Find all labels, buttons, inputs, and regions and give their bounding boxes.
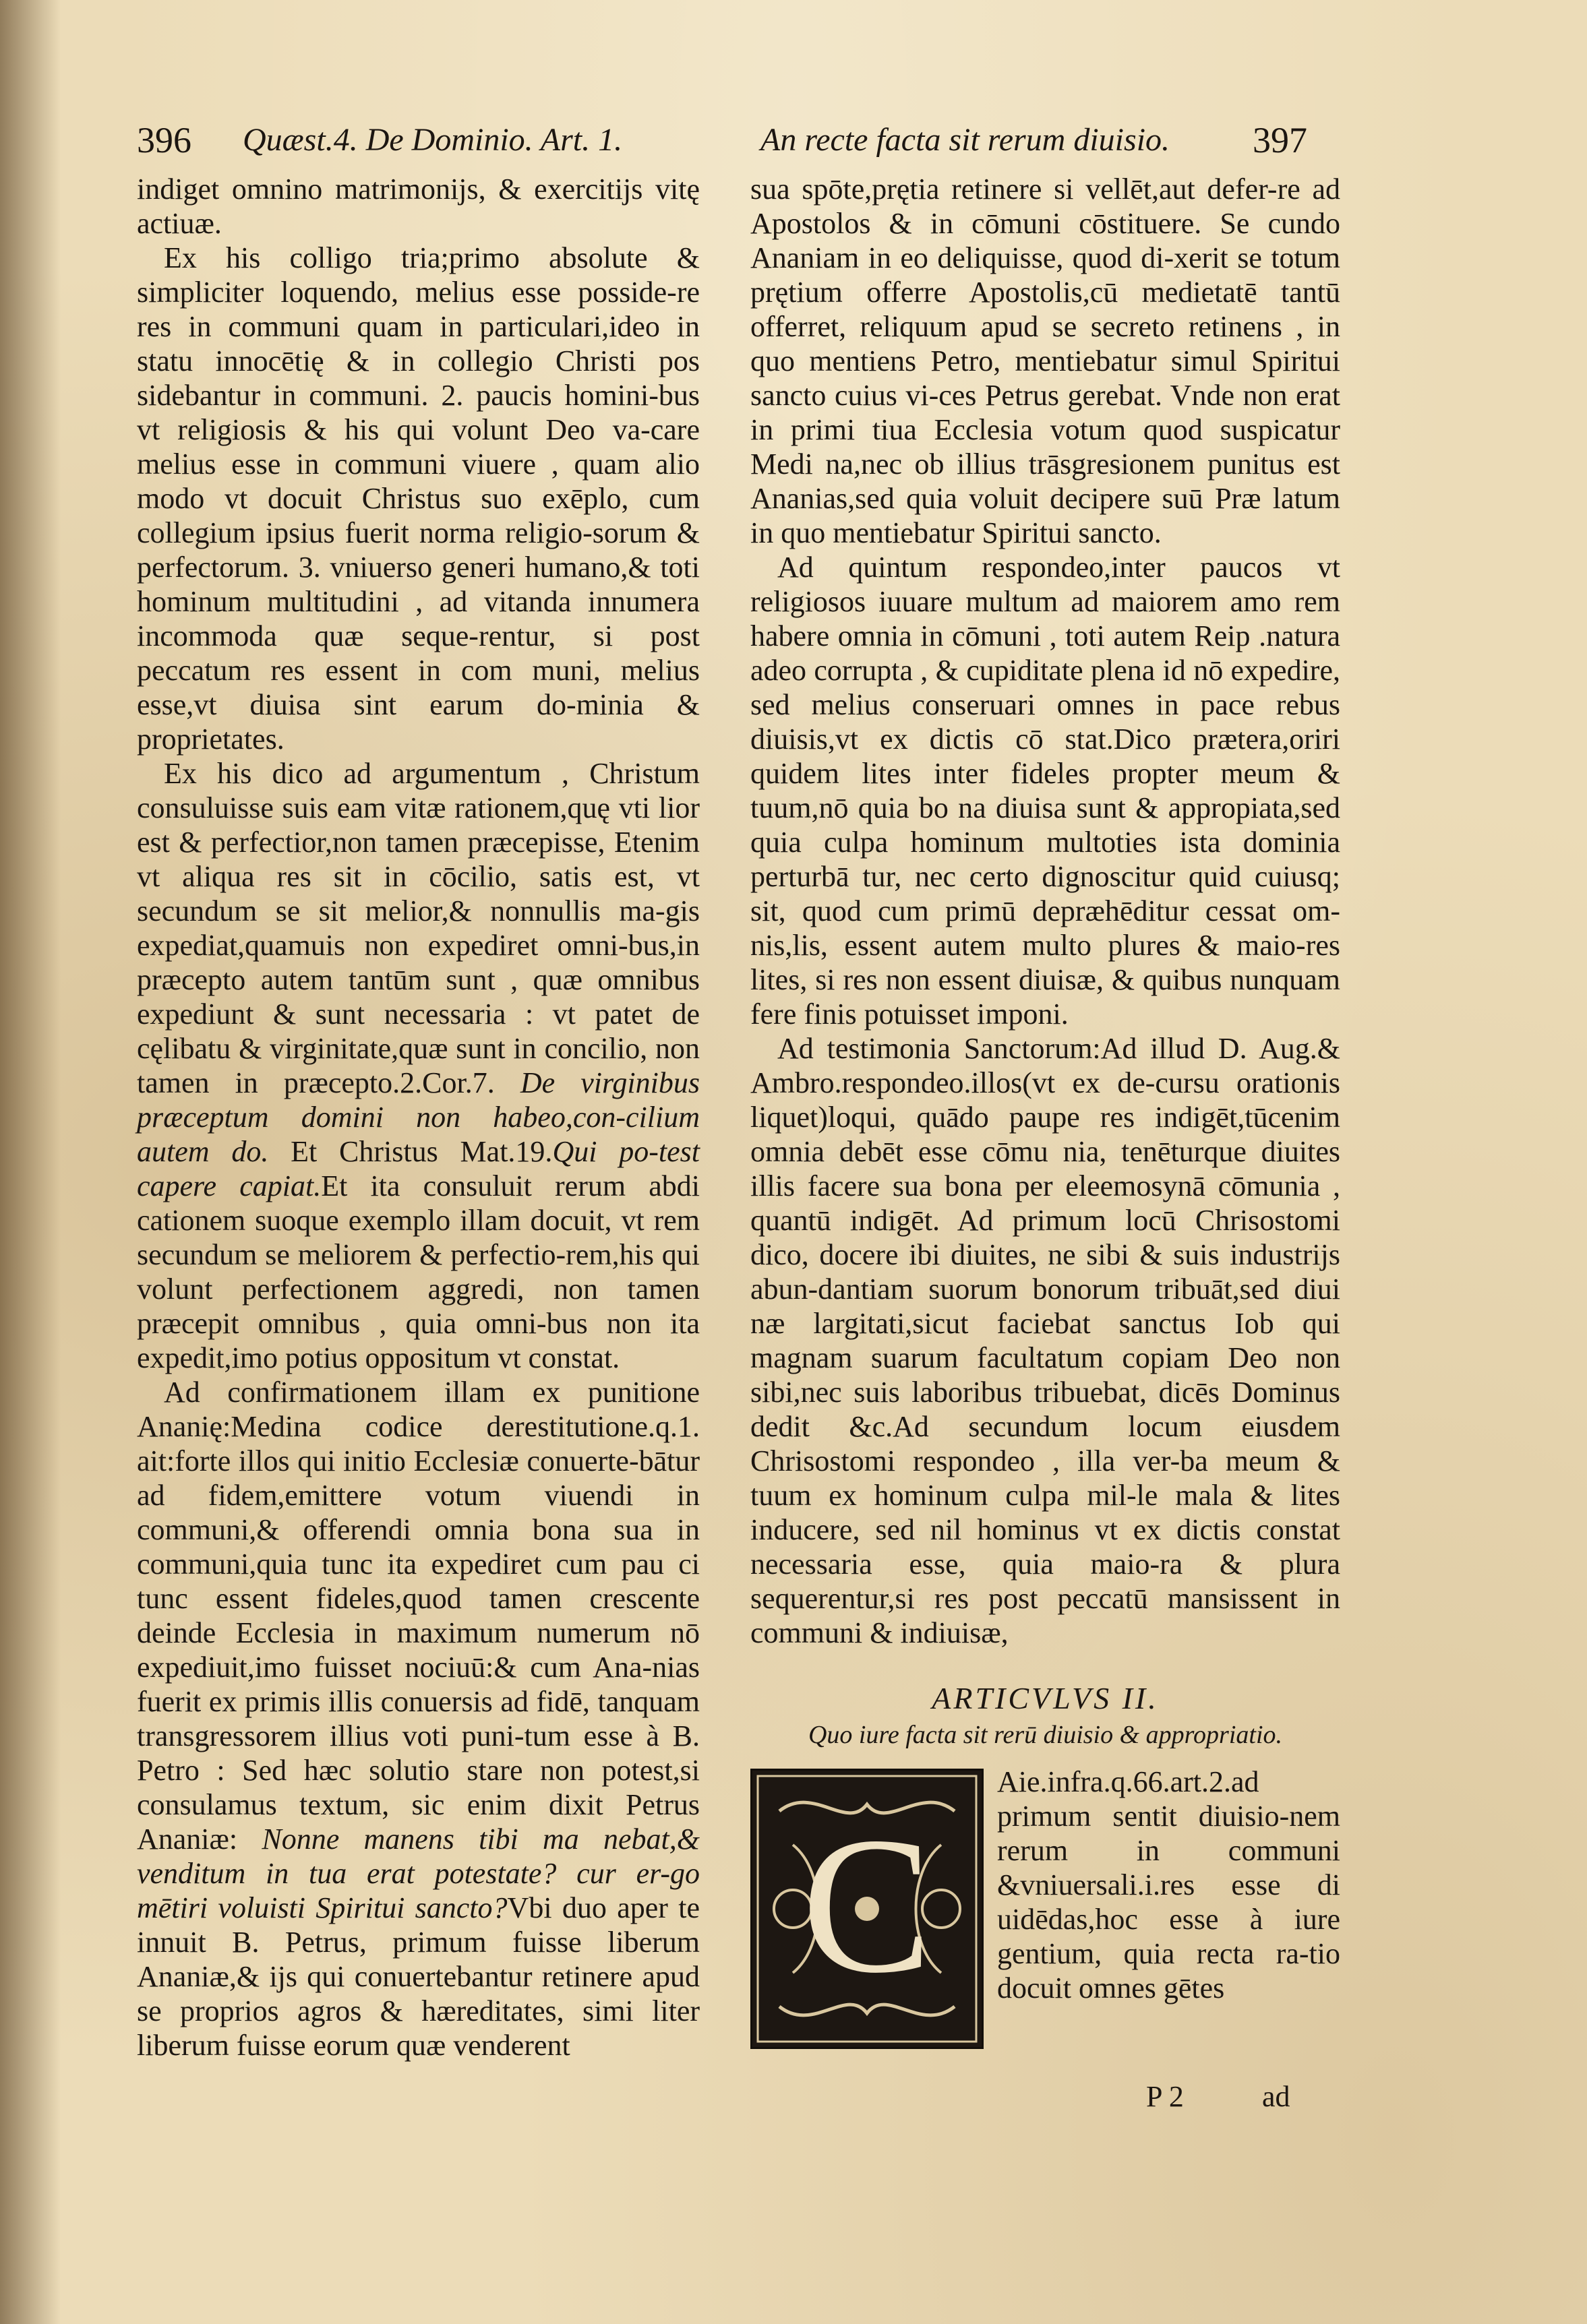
running-header	[0, 113, 1587, 167]
right-page-number: 397	[1253, 120, 1307, 160]
article-subtitle: Quo iure facta sit rerū diuisio & appropriatio.	[808, 1721, 1283, 1749]
scripture-quote: De virginibus præceptum domini non habeo,con-cilium autem do.	[137, 1066, 700, 1168]
book-gutter-shadow	[0, 0, 61, 2324]
signature-mark: P 2	[1146, 2080, 1184, 2113]
paragraph-text: Vbi duo aper te innuit B. Petrus, primum fuisse liberum Ananiæ,& ijs qui conuertebantur retinere apud se proprios agros & hæreditates, simi liter liberum fuisse eorum quæ venderent	[137, 1891, 700, 2062]
scripture-quote: Nonne manens tibi ma nebat,& venditum in tua erat potestate? cur er-go mētiri voluisti Spiritui sancto?	[137, 1823, 700, 1924]
right-running-head: An recte facta sit rerum diuisio.	[760, 122, 1170, 158]
paragraph	[137, 1375, 700, 2062]
paragraph-text: Ex his dico ad argumentum , Christum consuluisse suis eam vitæ rationem,quę vti lior est & perfectior,non tamen præcepisse, Etenim vt aliqua res sit in cōcilio, satis est, vt secundum se sit melior,& nonnullis ma-gis expediat,quamuis non expediret omni-bus,in præcepto autem tantūm sunt , quæ omnibus expediunt & sunt necessaria : vt patet de cęlibatu & virginitate,quæ sunt in concilio, non tamen in præcepto.2.Cor.7.	[137, 757, 700, 1099]
paragraph: indiget omnino matrimonijs, & exercitijs vitę actiuæ.	[137, 173, 700, 240]
initial-letter: C	[802, 1797, 932, 2013]
left-page-number: 396	[137, 120, 191, 160]
paragraph: Ex his colligo tria;primo absolute & simpliciter loquendo, melius esse posside-re res in communi quam in particulari,ideo in statu innocētię & in collegio Christi pos sidebantur in communi. 2. paucis homini-bus vt religiosis & his qui volunt Deo va-care melius esse in communi viuere , quam alio modo vt docuit Christus suo exēplo, cum collegium ipsius fuerit norma religio-sorum & perfectorum. 3. vniuerso generi humano,& toti hominum multitudini , ad vitanda innumera incommoda quæ seque-rentur, si post peccatum res essent in com muni, melius esse,vt diuisa sint earum do-minia & proprietates.	[137, 241, 700, 756]
decorated-initial	[750, 1769, 984, 2049]
paragraph-text: Et Christus Mat.19.	[268, 1135, 553, 1168]
paragraph	[137, 756, 700, 1375]
left-text-column	[137, 172, 700, 2062]
paragraph-text: Ad confirmationem illam ex punitione Ananię:Medina codice derestitutione.q.1. ait:forte illos qui initio Ecclesiæ conuerte-bātur ad fidem,emittere votum viuendi in communi,& offerendi omnia bona sua in communi,quia tunc ita expediret cum pau ci tunc essent fideles,quod tamen crescente deinde Ecclesia in maximum numerum nō expediuit,imo fuisset nociuū:& cum Ana-nias fuerit ex primis illis conuersis ad fidē, tanquam transgressorem illius voti puni-tum esse à B. Petro : Sed hæc solutio stare non potest,si consulamus textum, sic enim dixit Petrus Ananiæ:	[137, 1376, 700, 1856]
paragraph: sua spōte,prętia retinere si vellēt,aut defer-re ad Apostolos & in cōmuni cōstituere. Se cundo Ananiam in eo deliquisse, quod di-xerit se totum prętium offerre Apostolis,cū medietatē tantū offerret, reliquum apud se secreto retinens , in quo mentiens Petro, mentiebatur simul Spiritui sancto cuius vi-ces Petrus gerebat. Vnde non erat in primi tiua Ecclesia votum quod suspicatur Medi na,nec ob illius trāsgresionem punitus est Ananias,sed quia voluit decipere suū Præ latum in quo mentiebatur Spiritui sancto.	[750, 173, 1340, 549]
article-title: ARTICVLVS II.	[932, 1681, 1159, 1715]
paragraph: Ad quintum respondeo,inter paucos vt religiosos iuuare multum ad maiorem amo rem habere omnia in cōmuni , toti autem Reip .natura adeo corrupta , & cupiditate plena id nō expedire, sed melius conseruari omnes in pace rebus diuisis,vt ex dictis cō stat.Dico prætera,oriri quidem lites inter fideles propter meum & tuum,nō quia bo na diuisa sunt & appropiata,sed quia culpa hominum multoties ista dominia perturbā tur, nec certo dignoscitur quid cuiusq; sit, quod cum primū depræhēditur cessat om-nis,lis, essent autem multo plures & maio-res lites, si res non essent diuisæ, & quibus nunquam fere finis potuisset imponi.	[750, 551, 1340, 1031]
paragraph: Ad testimonia Sanctorum:Ad illud D. Aug.& Ambro.respondeo.illos(vt ex de-cursu orationis liquet)loqui, quādo paupe res indigēt,tūcenim omnia debēt esse cōmu nia, tenēturque diuites illis facere sua bona per eleemosynā cōmunia , quantū indigēt. Ad primum locū Chrisostomi dico, docere ibi diuites, ne sibi & suis industrijs abun-dantiam suorum bonorum tribuāt,sed diui næ largitati,sicut faciebat sanctus Iob qui magnam suarum facultatum copiam Deo non sibi,nec suis laboribus tribuebat, dicēs Dominus dedit &c.Ad secundum locum eiusdem Chrisostomi respondeo , illa ver-ba meum & tuum ex hominum culpa mil-le mala & lites inducere, sed nil hominus vt ex dictis constat necessaria esse, quia maio-ra & plura sequerentur,si res post peccatū mansissent in communi & indiuisæ,	[750, 1032, 1340, 1649]
paragraph-text: Et ita consuluit rerum abdi cationem suoque exemplo illam docuit, vt rem secundum se meliorem & perfectio-rem,his qui volunt perfectionem aggredi, non tamen præcepit omnibus , quia omni-bus non ita expedit,imo potius oppositum vt constat.	[137, 1169, 700, 1374]
catchword: ad	[1262, 2080, 1290, 2113]
left-running-head: Quæst.4. De Dominio. Art. 1.	[243, 122, 623, 158]
article-paragraph: Aie.infra.q.66.art.2.ad primum sentit diuisio-nem rerum in communi &vniuersali.i.res esse di uidēdas,hoc esse à iure gentium, quia recta ra-tio docuit omnes gētes	[997, 1765, 1340, 2005]
scripture-quote: Qui po-test capere capiat.	[137, 1135, 700, 1202]
right-text-column	[750, 172, 1340, 2049]
